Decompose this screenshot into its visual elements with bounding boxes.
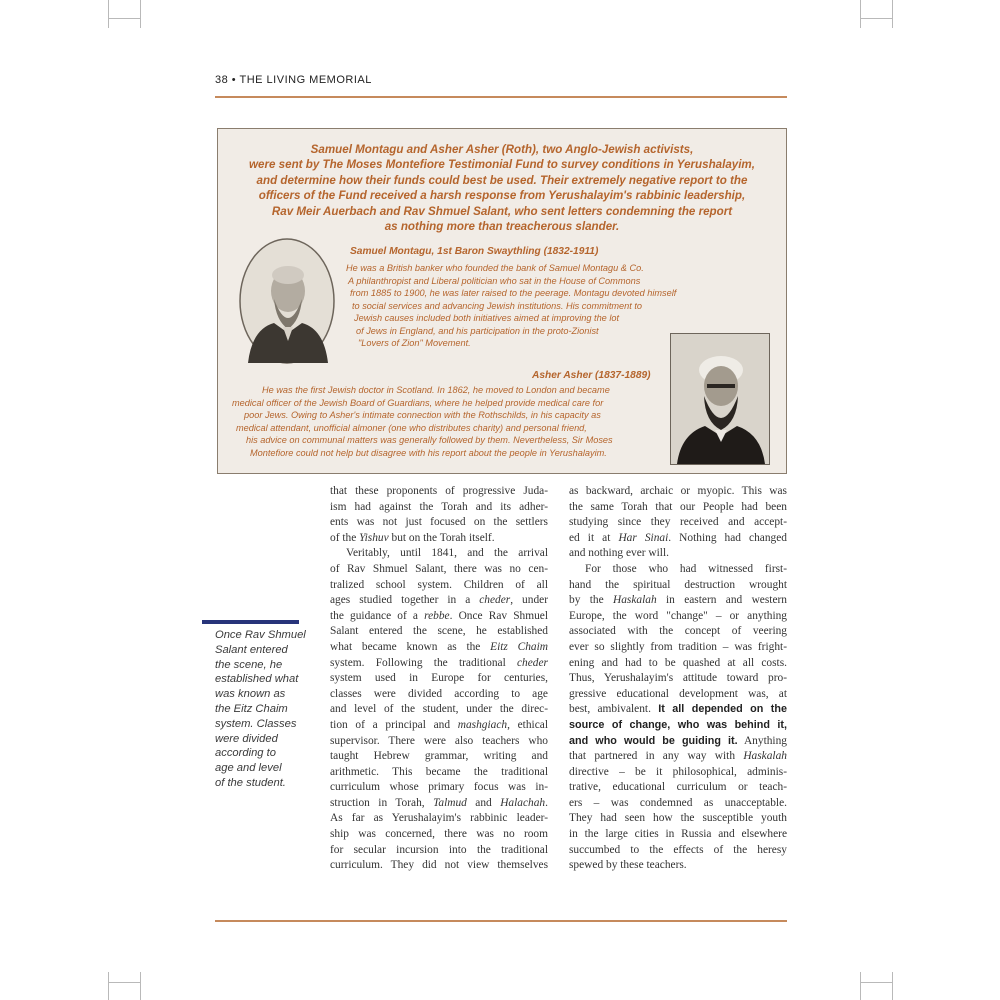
text-line: that these proponents of progressive Juda-	[330, 485, 548, 497]
text-line: tralized school system. Children of all	[330, 578, 548, 591]
text-line: succumbed to the effects of the heresy	[569, 843, 787, 856]
text-line: Salant entered the scene, he established	[330, 625, 548, 638]
bio-line: He was the first Jewish doctor in Scotland. In 1862, he moved to London and became	[262, 385, 610, 395]
text-line: and level of the student, under the direc-	[330, 703, 548, 716]
text-line: Thus, Yerushalayim's attitude toward pro-	[569, 672, 787, 685]
box-intro	[238, 142, 766, 234]
text-line: ship was concerned, there was no room	[330, 828, 548, 841]
crop-mark	[140, 972, 141, 1000]
pullquote-line: was known as	[215, 688, 286, 701]
pullquote-line: according to	[215, 747, 276, 760]
bio-line: A philanthropist and Liberal politician who sat in the House of Commons	[348, 275, 641, 286]
bio-line: of Jews in England, and his participation in the proto-Zionist	[356, 325, 599, 336]
crop-mark	[892, 972, 893, 1000]
pullquote-line: age and level	[215, 762, 282, 775]
text-line: ever so slightly from tradition – was fright-	[569, 640, 787, 653]
bio-line: his advice on communal matters was generally followed by them. Nevertheless, Sir Moses	[246, 435, 613, 445]
body-column-2	[569, 484, 787, 874]
text-line: of Rav Shmuel Salant, there was no cen-	[330, 562, 548, 575]
crop-mark	[108, 972, 109, 1000]
pullquote-line: were divided	[215, 732, 278, 745]
crop-mark	[892, 0, 893, 28]
text-line: curriculum whose primary focus was in-	[330, 781, 548, 794]
text-line: ages studied together in a cheder, under	[330, 594, 548, 607]
text-line: Veritably, until 1841, and the arrival	[346, 547, 548, 560]
text-line: They had seen how the susceptible youth	[569, 812, 787, 825]
text-line: ers – was condemned as unacceptable.	[569, 796, 787, 809]
pullquote-line: system. Classes	[215, 717, 297, 730]
bio-line: medical officer of the Jewish Board of Guardians, where he helped provide medical care for	[232, 397, 604, 408]
text-line: directive – be it philosophical, adminis-	[569, 765, 787, 778]
crop-mark	[860, 982, 892, 983]
bio-line: Montefiore could not help but disagree with his report about the people in Yerushalayim.	[250, 447, 607, 458]
bio-line: "Lovers of Zion" Movement.	[358, 338, 471, 348]
bio-line: from 1885 to 1900, he was later raised to the peerage. Montagu devoted himself	[350, 288, 677, 298]
pullquote-line: the Eitz Chaim	[215, 702, 288, 715]
text-line: tion of a principal and mashgiach, ethical	[330, 718, 548, 731]
intro-line: and determine how their funds could best be used. Their extremely negative report to the	[256, 173, 748, 187]
text-line: the guidance of a rebbe. Once Rav Shmuel	[330, 609, 549, 622]
text-line: system. Following the traditional cheder	[330, 656, 548, 669]
bio-line: Jewish causes included both initiatives aimed at improving the lot	[354, 313, 620, 323]
text-line: ed it at Har Sinai. Nothing had changed	[569, 531, 787, 544]
montagu-bio	[346, 262, 676, 350]
text-line: As far as Yerushalayim's rabbinic leader-	[330, 812, 548, 825]
asher-bio	[230, 384, 613, 459]
crop-mark	[860, 0, 861, 28]
text-line: taught Hebrew grammar, writing and	[330, 750, 548, 763]
bio-line: poor Jews. Owing to Asher's intimate connection with the Rothschilds, in his capacity as	[244, 410, 601, 420]
crop-mark	[860, 18, 892, 19]
asher-title: Asher Asher (1837-1889)	[532, 370, 651, 381]
text-line: that partnered in any way with Haskalah	[569, 750, 787, 763]
text-line: associated with the concept of veering	[569, 625, 787, 638]
text-line: spewed by these teachers.	[569, 859, 687, 872]
pullquote-line: of the student.	[215, 776, 286, 789]
pullquote	[215, 628, 305, 791]
montagu-title: Samuel Montagu, 1st Baron Swaythling (1832-1911)	[350, 246, 599, 257]
text-line: as backward, archaic or myopic. This was	[569, 485, 787, 497]
sidebar-box	[217, 128, 787, 474]
text-line: the same Torah that our People had been	[569, 500, 787, 513]
header-rule	[215, 96, 787, 98]
text-line: arithmetic. This became the traditional	[330, 765, 548, 778]
crop-mark	[860, 972, 861, 1000]
footer-rule	[215, 920, 787, 922]
text-line: Europe, the word "change" – or anything	[569, 609, 787, 622]
text-line: and who would be guiding it. Anything	[569, 734, 787, 747]
text-line: ening and had to be quashed at all costs.	[569, 656, 787, 669]
intro-line: Samuel Montagu and Asher Asher (Roth), two Anglo-Jewish activists,	[310, 143, 694, 156]
pullquote-line: established what	[215, 673, 299, 686]
asher-portrait	[670, 333, 770, 465]
bio-line: He was a British banker who founded the bank of Samuel Montagu & Co.	[346, 263, 644, 273]
crop-mark	[108, 982, 140, 983]
text-line: best, ambivalent. It all depended on the	[569, 703, 787, 716]
text-line: ism had against the Torah and its adher-	[330, 500, 548, 513]
text-line: for secular incursion into the traditional	[330, 843, 548, 856]
intro-line: Rav Meir Auerbach and Rav Shmuel Salant, who sent letters condemning the report	[271, 204, 733, 218]
intro-line: officers of the Fund received a harsh response from Yerushalayim's rabbinic leadership,	[258, 189, 746, 203]
pullquote-line: the scene, he	[215, 658, 283, 671]
text-line: trative, educational curriculum or teach-	[569, 781, 787, 794]
pullquote-line: Salant entered	[215, 643, 288, 656]
text-line: by the Haskalah in eastern and western	[569, 594, 787, 607]
text-line: source of change, who was behind it,	[569, 718, 787, 731]
text-line: what became known as the Eitz Chaim	[330, 640, 548, 653]
text-line: in the large cities in Russia and elsewhere	[569, 828, 787, 841]
montagu-portrait	[238, 237, 336, 365]
text-line: system used in Europe for centuries,	[330, 672, 548, 685]
text-line: supervisor. There were also teachers who	[330, 734, 548, 747]
text-line: studying since they received and accept-	[569, 516, 787, 529]
running-header: 38 • THE LIVING MEMORIAL	[215, 74, 372, 86]
intro-line: as nothing more than treacherous slander.	[384, 220, 620, 234]
text-line: classes were divided according to age	[330, 687, 548, 700]
crop-mark	[140, 0, 141, 28]
pullquote-line: Once Rav Shmuel	[215, 629, 306, 641]
crop-mark	[108, 18, 140, 19]
body-column-1	[330, 484, 548, 874]
text-line: of the Yishuv but on the Torah itself.	[330, 531, 495, 544]
bio-line: to social services and advancing Jewish institutions. His commitment to	[352, 300, 643, 311]
bio-line: medical attendant, unofficial almoner (one who distributes charity) and personal friend,	[236, 422, 587, 433]
text-line: gressive educational development was, at	[569, 687, 787, 700]
text-line: curriculum. They did not view themselves	[330, 859, 548, 872]
crop-mark	[108, 0, 109, 28]
text-line: ents was not just focused on the settlers	[330, 516, 548, 529]
text-line: and nothing ever will.	[569, 547, 669, 560]
text-line: hand the spiritual destruction wrought	[569, 578, 787, 591]
text-line: For those who had witnessed first-	[585, 562, 787, 575]
text-line: struction in Torah, Talmud and Halachah.	[330, 796, 548, 809]
intro-line: were sent by The Moses Montefiore Testimonial Fund to survey conditions in Yerushalayim,	[249, 158, 755, 172]
pullquote-bar	[202, 620, 299, 624]
